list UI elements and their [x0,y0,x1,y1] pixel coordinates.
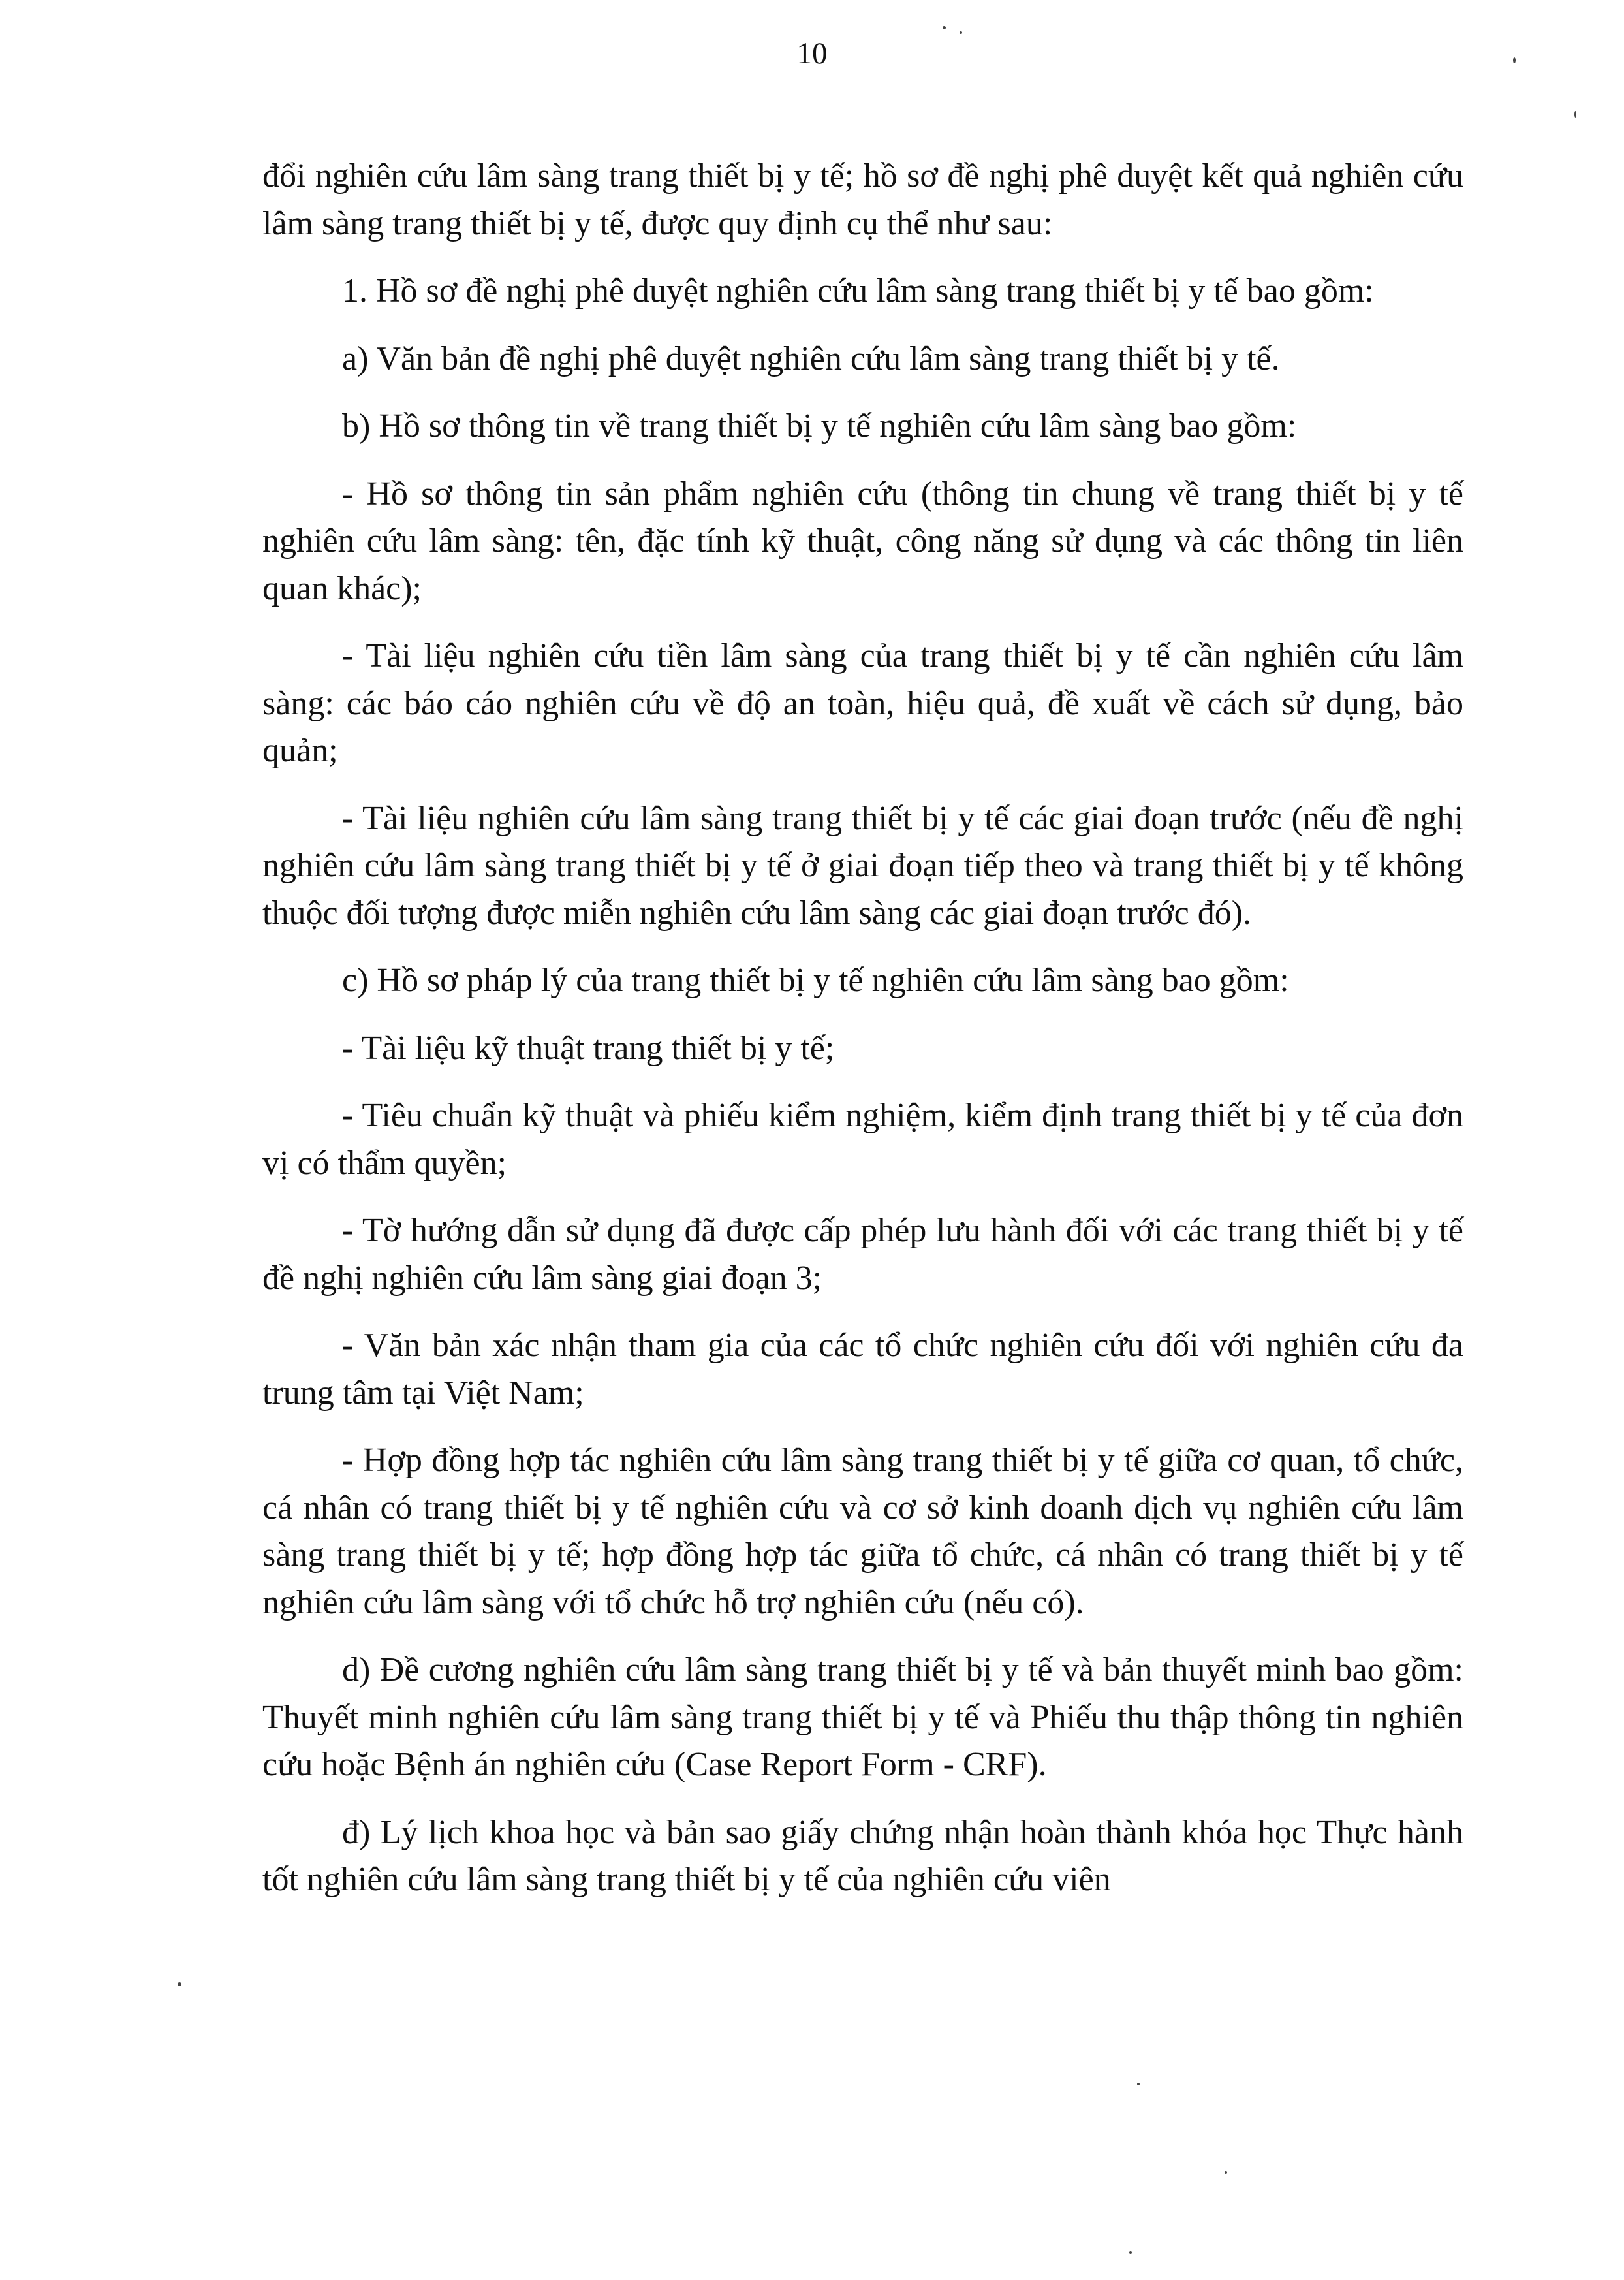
paragraph-bullet: - Tài liệu kỹ thuật trang thiết bị y tế; [342,1029,835,1067]
scan-speck [1129,2251,1132,2254]
paragraph-bullet: - Tài liệu nghiên cứu lâm sàng trang thiết bị y tế các giai đoạn trước (nếu đề nghị nghiên cứu lâm sàng trang thiết bị y tế ở giai đoạn tiếp theo và trang thiết bị y tế không thuộc đối tượng được miễn nghiên cứu lâm sàng các giai đoạn trước đó). [262,799,1463,932]
paragraph-item-d: d) Đề cương nghiên cứu lâm sàng trang thiết bị y tế và bản thuyết minh bao gồm: Thuyết minh nghiên cứu lâm sàng trang thiết bị y tế và Phiếu thu thập thông tin nghiên cứu hoặc Bệnh án nghiên cứu (Case Report Form - CRF). [262,1651,1463,1783]
scan-speck [1574,111,1576,118]
scan-speck [960,31,962,34]
paragraph-continuation: đổi nghiên cứu lâm sàng trang thiết bị y tế; hồ sơ đề nghị phê duyệt kết quả nghiên cứu lâm sàng trang thiết bị y tế, được quy định cụ thể như sau: [262,157,1463,242]
paragraph-item-dd: đ) Lý lịch khoa học và bản sao giấy chứng nhận hoàn thành khóa học Thực hành tốt nghiên cứu lâm sàng trang thiết bị y tế của nghiên cứu viên [262,1813,1463,1898]
scan-speck [178,1982,181,1986]
paragraph-item-c: c) Hồ sơ pháp lý của trang thiết bị y tế nghiên cứu lâm sàng bao gồm: [342,962,1289,999]
paragraph-item-1: 1. Hồ sơ đề nghị phê duyệt nghiên cứu lâm sàng trang thiết bị y tế bao gồm: [342,272,1374,309]
paragraph-bullet: - Văn bản xác nhận tham gia của các tổ chức nghiên cứu đối với nghiên cứu đa trung tâm tại Việt Nam; [262,1327,1463,1412]
scan-speck [943,26,946,29]
page-number: 10 [796,37,828,71]
paragraph-bullet: - Hợp đồng hợp tác nghiên cứu lâm sàng trang thiết bị y tế giữa cơ quan, tổ chức, cá nhân có trang thiết bị y tế nghiên cứu và cơ sở kinh doanh dịch vụ nghiên cứu lâm sàng trang thiết bị y tế; hợp đồng hợp tác giữa tổ chức, cá nhân có trang thiết bị y tế nghiên cứu lâm sàng với tổ chức hỗ trợ nghiên cứu (nếu có). [262,1442,1463,1621]
paragraph-bullet: - Tiêu chuẩn kỹ thuật và phiếu kiểm nghiệm, kiểm định trang thiết bị y tế của đơn vị có thẩm quyền; [262,1097,1463,1182]
scan-speck [1225,2171,1227,2174]
paragraph-bullet: - Tài liệu nghiên cứu tiền lâm sàng của trang thiết bị y tế cần nghiên cứu lâm sàng: các báo cáo nghiên cứu về độ an toàn, hiệu quả, đề xuất về cách sử dụng, bảo quản; [262,637,1463,769]
paragraph-bullet: - Hồ sơ thông tin sản phẩm nghiên cứu (thông tin chung về trang thiết bị y tế nghiên cứu lâm sàng: tên, đặc tính kỹ thuật, công năng sử dụng và các thông tin liên quan khác); [262,475,1463,607]
scan-speck [1513,57,1516,63]
paragraph-item-b: b) Hồ sơ thông tin về trang thiết bị y tế nghiên cứu lâm sàng bao gồm: [342,407,1297,445]
paragraph-item-a: a) Văn bản đề nghị phê duyệt nghiên cứu lâm sàng trang thiết bị y tế. [342,340,1280,377]
document-body [262,153,1463,1924]
scan-speck [1137,2083,1140,2085]
paragraph-bullet: - Tờ hướng dẫn sử dụng đã được cấp phép lưu hành đối với các trang thiết bị y tế đề nghị nghiên cứu lâm sàng giai đoạn 3; [262,1212,1463,1297]
